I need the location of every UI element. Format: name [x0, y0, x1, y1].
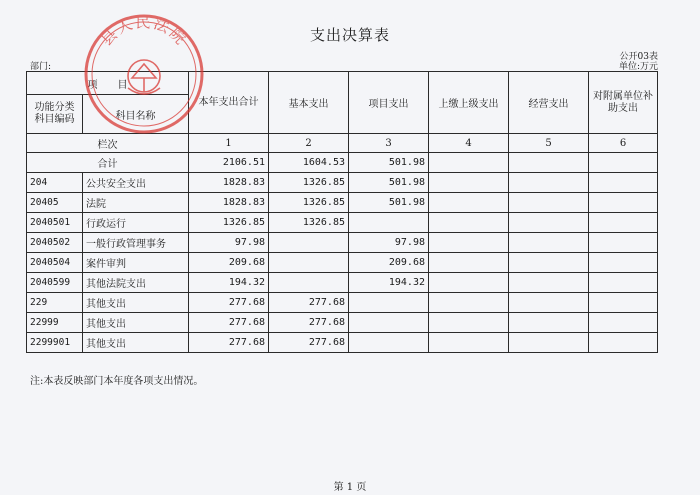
value-cell [509, 153, 589, 173]
subject-name-cell: 行政运行 [83, 213, 189, 233]
value-cell: 277.68 [269, 333, 349, 353]
value-cell [429, 153, 509, 173]
value-cell [509, 273, 589, 293]
order-cell: 4 [429, 134, 509, 153]
subject-name-cell: 其他法院支出 [83, 273, 189, 293]
value-cell [589, 273, 658, 293]
value-cell: 1828.83 [189, 193, 269, 213]
form-code: 公开03表 [619, 52, 658, 62]
table-row [27, 173, 658, 193]
value-cell: 209.68 [349, 253, 429, 273]
col-header-remit: 上缴上级支出 [429, 72, 509, 134]
value-cell [589, 153, 658, 173]
unit-line [30, 59, 658, 70]
value-cell [509, 333, 589, 353]
value-cell: 277.68 [269, 313, 349, 333]
order-cell: 1 [189, 134, 269, 153]
table-row [27, 253, 658, 273]
subject-name-cell: 案件审判 [83, 253, 189, 273]
table-row [27, 313, 658, 333]
value-cell [349, 293, 429, 313]
order-cell: 3 [349, 134, 429, 153]
value-cell: 501.98 [349, 153, 429, 173]
value-cell [589, 193, 658, 213]
col-header-basic: 基本支出 [269, 72, 349, 134]
subject-name-cell: 其他支出 [83, 333, 189, 353]
value-cell [429, 233, 509, 253]
value-cell [349, 213, 429, 233]
subject-name-cell: 公共安全支出 [83, 173, 189, 193]
value-cell: 277.68 [189, 293, 269, 313]
value-cell [429, 173, 509, 193]
value-cell [429, 333, 509, 353]
table-row [27, 293, 658, 313]
table-row [27, 273, 658, 293]
value-cell: 1326.85 [269, 213, 349, 233]
value-cell: 1828.83 [189, 173, 269, 193]
value-cell: 277.68 [189, 333, 269, 353]
subject-name-header: 科目名称 [83, 95, 189, 134]
func-code-cell: 22999 [27, 313, 83, 333]
func-code-cell: 229 [27, 293, 83, 313]
value-cell [349, 333, 429, 353]
value-cell [269, 253, 349, 273]
data-rows [27, 173, 658, 353]
table-row [27, 333, 658, 353]
value-cell [589, 213, 658, 233]
value-cell: 501.98 [349, 193, 429, 213]
value-cell: 1326.85 [269, 193, 349, 213]
func-code-header: 功能分类 科目编码 [27, 95, 83, 134]
header-row-1 [27, 72, 658, 95]
func-code-cell: 2040502 [27, 233, 83, 253]
footnote: 注:本表反映部门本年度各项支出情况。 [30, 376, 204, 387]
value-cell [349, 313, 429, 333]
func-code-cell: 20405 [27, 193, 83, 213]
subject-name-cell: 其他支出 [83, 313, 189, 333]
total-row [27, 153, 658, 173]
value-cell [589, 253, 658, 273]
value-cell [589, 333, 658, 353]
table-row [27, 233, 658, 253]
value-cell: 1604.53 [269, 153, 349, 173]
value-cell [429, 293, 509, 313]
value-cell [429, 213, 509, 233]
value-cell [589, 293, 658, 313]
value-cell: 1326.85 [269, 173, 349, 193]
value-cell [429, 313, 509, 333]
unit-label: 单位:万元 [618, 62, 658, 72]
order-cell: 5 [509, 134, 589, 153]
value-cell [509, 233, 589, 253]
value-cell [509, 293, 589, 313]
expenditure-table [26, 71, 658, 353]
order-cell: 2 [269, 134, 349, 153]
value-cell [589, 173, 658, 193]
value-cell [509, 253, 589, 273]
total-label: 合计 [27, 153, 189, 173]
value-cell [509, 173, 589, 193]
value-cell: 1326.85 [189, 213, 269, 233]
table-row [27, 193, 658, 213]
func-code-cell: 204 [27, 173, 83, 193]
subject-name-cell: 其他支出 [83, 293, 189, 313]
order-row [27, 134, 658, 153]
department-label: 部门: [30, 62, 52, 72]
value-cell: 97.98 [349, 233, 429, 253]
item-header: 项 目 [27, 72, 189, 95]
value-cell [429, 273, 509, 293]
document-title: 支出决算表 [309, 26, 390, 44]
value-cell: 97.98 [189, 233, 269, 253]
stamp-text: 县人民法院 [97, 13, 191, 50]
col-header-subsidy: 对附属单位补助支出 [589, 72, 658, 134]
value-cell [589, 233, 658, 253]
value-cell [509, 213, 589, 233]
value-cell [269, 233, 349, 253]
value-cell: 194.32 [349, 273, 429, 293]
page-number: 第 1 页 [333, 482, 367, 493]
col-header-project: 项目支出 [349, 72, 429, 134]
order-label: 栏次 [27, 134, 189, 153]
func-code-cell: 2040504 [27, 253, 83, 273]
value-cell: 501.98 [349, 173, 429, 193]
value-cell: 209.68 [189, 253, 269, 273]
order-cell: 6 [589, 134, 658, 153]
value-cell: 277.68 [189, 313, 269, 333]
subject-name-cell: 一般行政管理事务 [83, 233, 189, 253]
value-cell [429, 193, 509, 213]
value-cell [589, 313, 658, 333]
func-code-cell: 2040599 [27, 273, 83, 293]
value-cell: 2106.51 [189, 153, 269, 173]
value-cell [269, 273, 349, 293]
subject-name-cell: 法院 [83, 193, 189, 213]
value-cell [509, 313, 589, 333]
func-code-cell: 2299901 [27, 333, 83, 353]
func-code-cell: 2040501 [27, 213, 83, 233]
value-cell [429, 253, 509, 273]
col-header-operating: 经营支出 [509, 72, 589, 134]
value-cell [509, 193, 589, 213]
value-cell: 277.68 [269, 293, 349, 313]
col-header-total: 本年支出合计 [189, 72, 269, 134]
value-cell: 194.32 [189, 273, 269, 293]
table-row [27, 213, 658, 233]
